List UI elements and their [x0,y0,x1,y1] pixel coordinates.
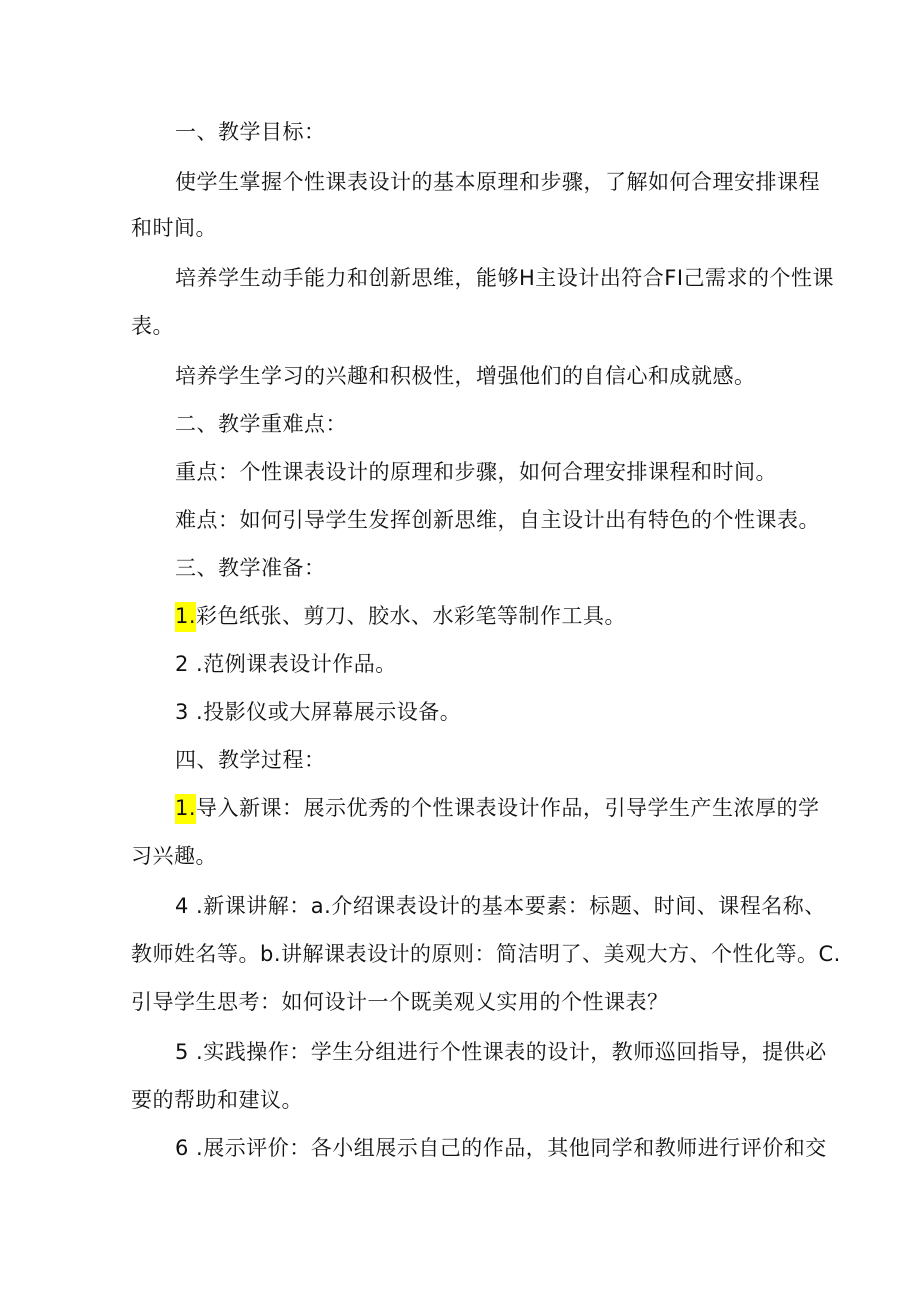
list-item-text: 实践操作：学生分组进行个性课表的设计，教师巡回指导，提供必 [203,1040,827,1064]
section-heading-key-points: 二、教学重难点： [175,412,347,436]
list-number-highlighted: 1. [175,794,196,824]
list-item-text: 导入新课：展示优秀的个性课表设计作品，引导学生产生浓厚的学 [196,796,820,820]
section-heading-preparation: 三、教学准备： [175,556,326,580]
paragraph-line: 和时间。 [131,216,217,240]
list-number: 2 . [175,652,204,676]
list-item [175,649,855,679]
list-item-text: 新课讲解：a.介绍课表设计的基本要素：标题、时间、课程名称、 [203,894,826,918]
list-item [175,891,855,921]
list-item [175,793,855,823]
list-item [175,697,855,727]
section-heading-process: 四、教学过程： [175,748,326,772]
list-number-highlighted: 1. [175,602,196,632]
list-item [175,1133,855,1163]
list-number: 3 . [175,700,204,724]
paragraph-line: 表。 [131,314,174,338]
paragraph-line: 重点：个性课表设计的原理和步骤，如何合理安排课程和时间。 [175,460,777,484]
list-item [175,1037,855,1067]
paragraph-line: 难点：如何引导学生发挥创新思维，自主设计出有特色的个性课表。 [175,508,820,532]
list-item-text: 彩色纸张、剪刀、胶水、水彩笔等制作工具。 [196,604,627,628]
paragraph-line: 培养学生学习的兴趣和积极性，增强他们的自信心和成就感。 [175,364,756,388]
list-number: 6 . [175,1136,204,1160]
paragraph-line: 习兴趣。 [131,844,217,868]
paragraph-line: 要的帮助和建议。 [131,1088,303,1112]
section-heading-objectives: 一、教学目标： [175,120,326,144]
paragraph-line: 引导学生思考：如何设计一个既美观乂实用的个性课表？ [131,990,669,1014]
list-item-text: 展示评价：各小组展示自己的作品，其他同学和教师进行评价和交 [203,1136,827,1160]
list-number: 5 . [175,1040,204,1064]
paragraph-line: 培养学生动手能力和创新思维，能够H主设计出符合FI己需求的个性课 [175,266,835,290]
paragraph-line: 使学生掌握个性课表设计的基本原理和步骤，了解如何合理安排课程 [175,170,820,194]
list-item-text: 投影仪或大屏幕展示设备。 [203,700,462,724]
list-item [175,601,855,631]
list-item-text: 范例课表设计作品。 [203,652,397,676]
paragraph-line: 教师姓名等。b.讲解课表设计的原则：简洁明了、美观大方、个性化等。C. [131,942,841,966]
list-number: 4 . [175,894,204,918]
